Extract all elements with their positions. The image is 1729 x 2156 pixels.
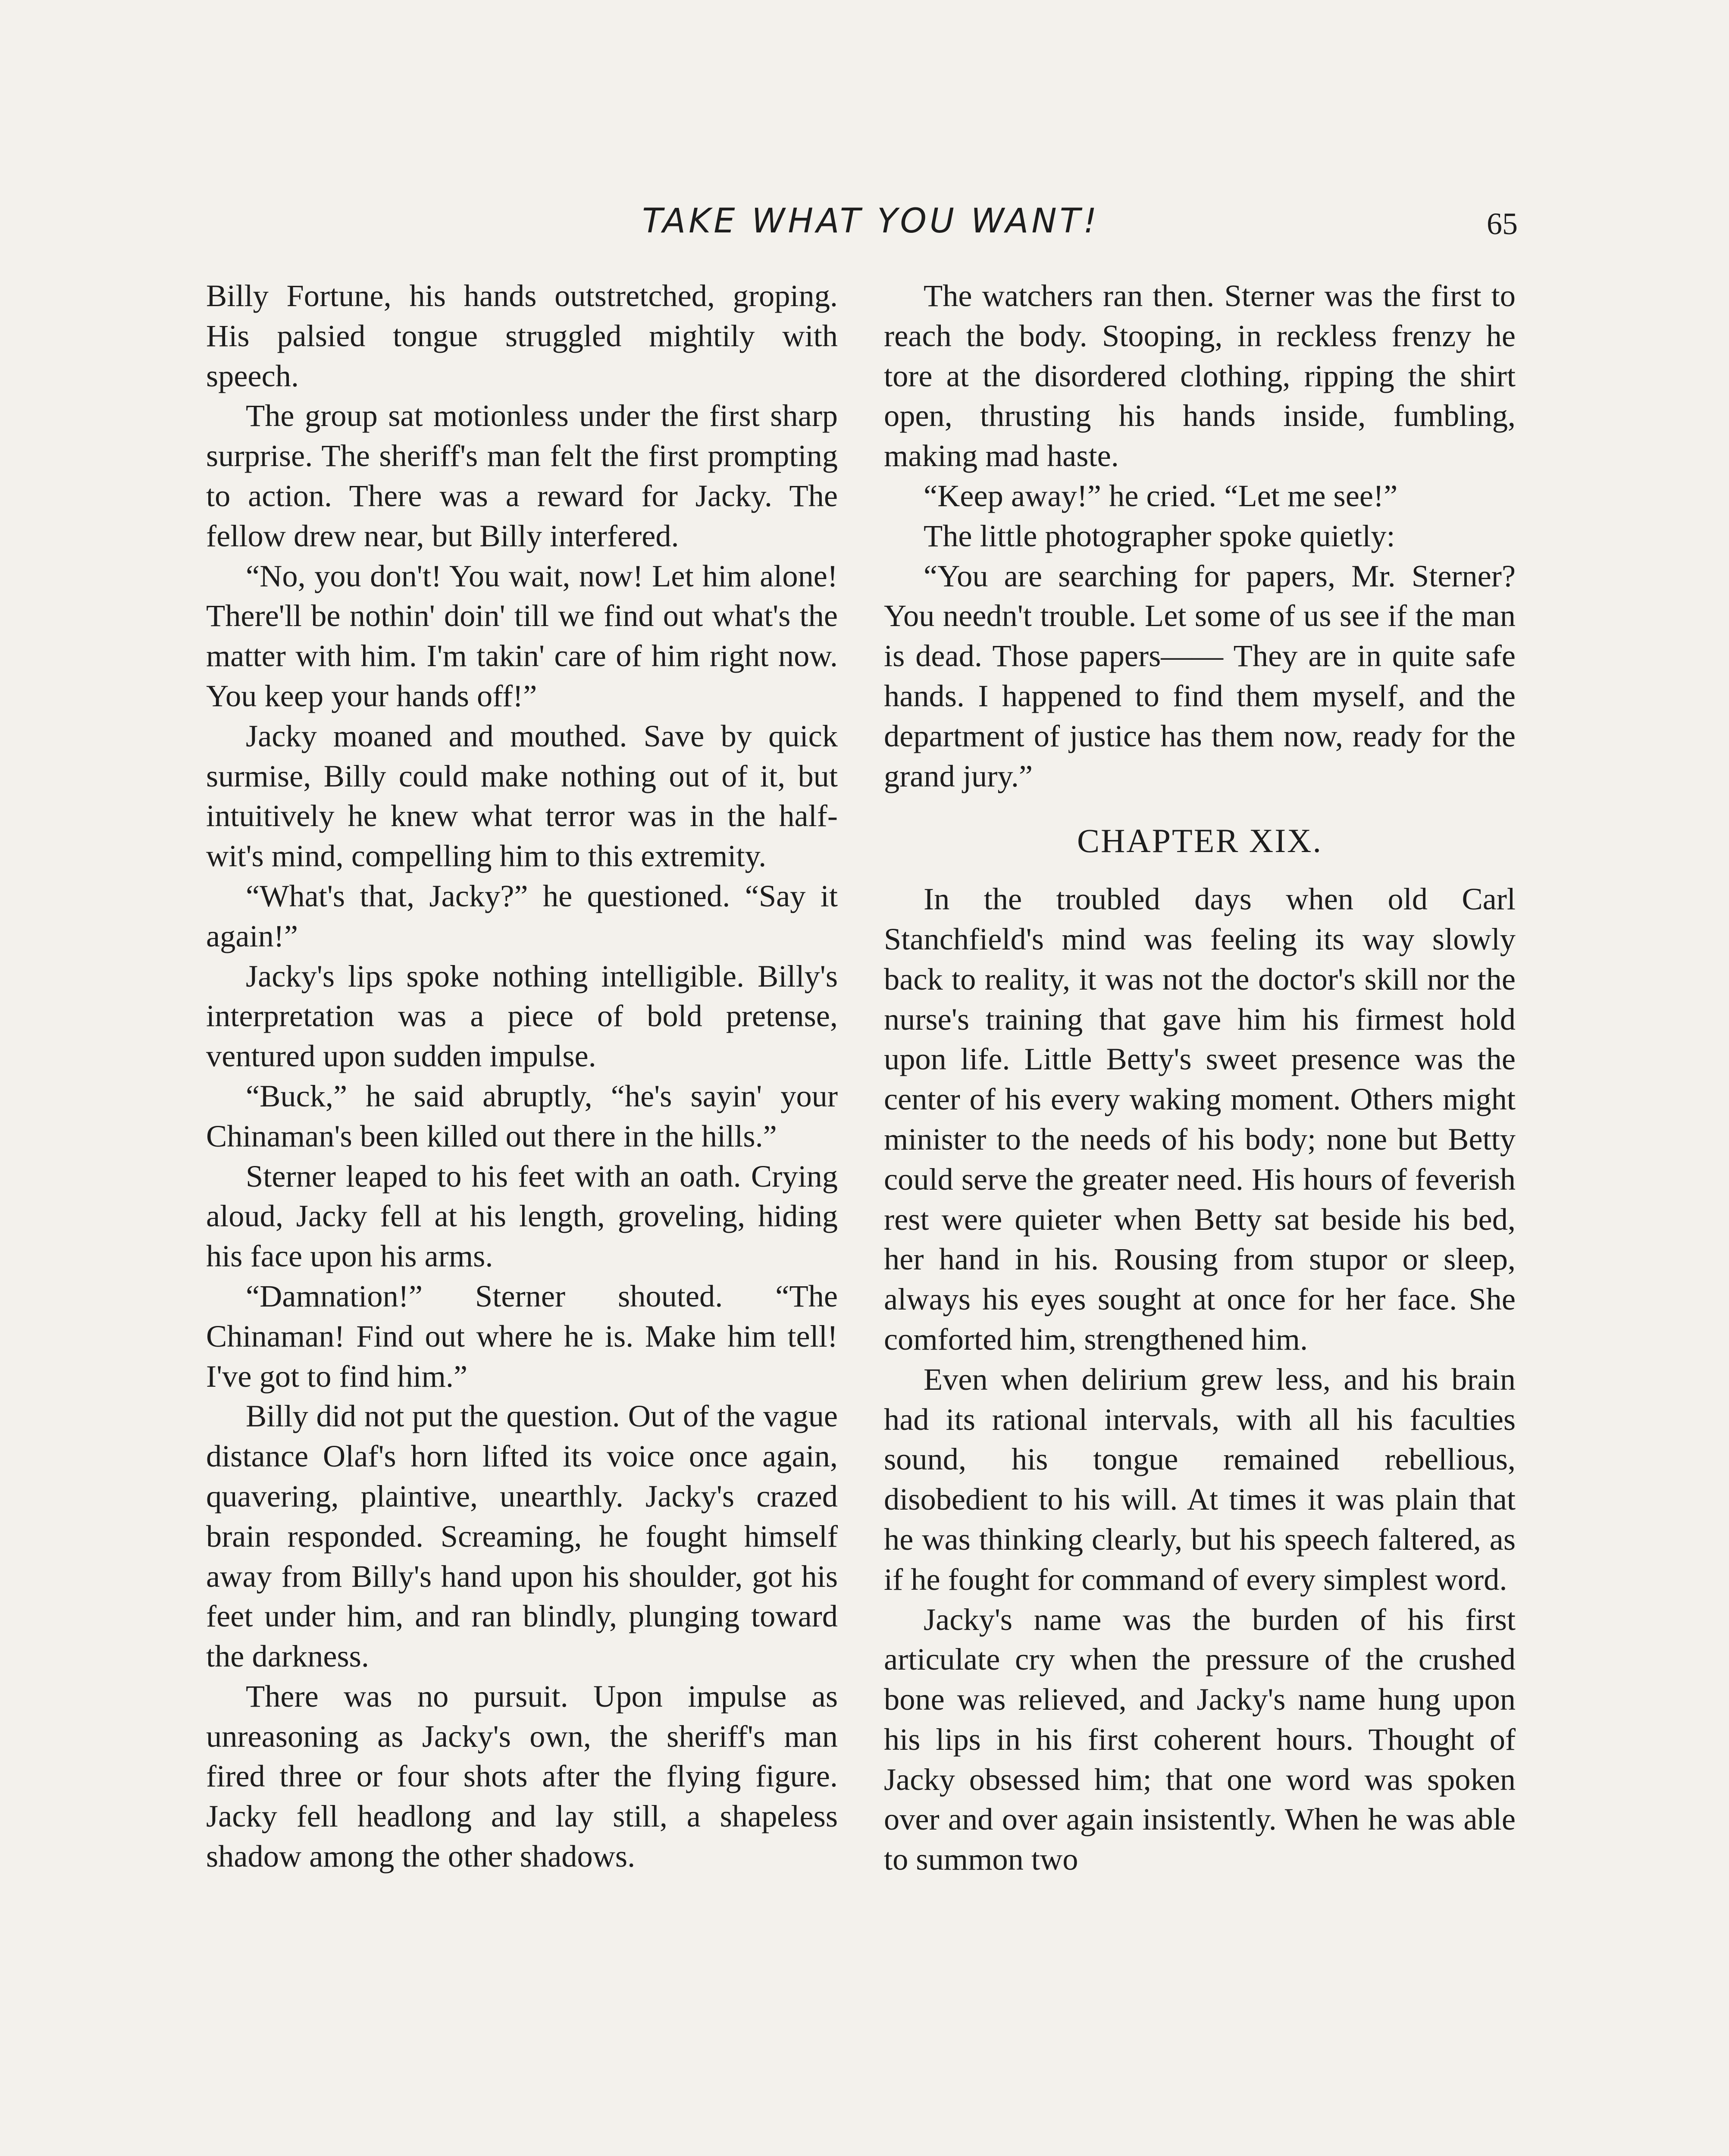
paragraph: Even when delirium grew less, and his brain had its rational intervals, with all his faculties sound, his tongue remained rebellious, disobedient to his will. At times it was plain that he was thinking clearly, but his speech faltered, as if he fought for command of every simplest word. [884, 1361, 1516, 1597]
running-title: TAKE WHAT YOU WANT! [642, 202, 1100, 241]
paragraph: Billy Fortune, his hands outstretched, groping. His palsied tongue struggled mightily with speech. [206, 278, 838, 393]
paragraph: Jacky moaned and mouthed. Save by quick surmise, Billy could make nothing out of it, but intuitively he knew what terror was in the half-wit's mind, compelling him to this extremity. [206, 718, 838, 874]
page-number: 65 [1487, 207, 1518, 241]
paragraph: The group sat motionless under the first sharp surprise. The sheriff's man felt the first prompting to action. There was a reward for Jacky. The fellow drew near, but Billy interfered. [206, 398, 838, 553]
paragraph: Jacky's name was the burden of his first articulate cry when the pressure of the crushed bone was relieved, and Jacky's name hung upon his lips in his first coherent hours. Thought of Jacky obsessed him; that one word was spoken over and over again insistently. When he was able to summon two [884, 1601, 1516, 1877]
paragraph: Jacky's lips spoke nothing intelligible. Billy's interpretation was a piece of bold pretense, ventured upon sudden impulse. [206, 958, 838, 1074]
paragraph: In the troubled days when old Carl Stanchfield's mind was feeling its way slowly back to reality, it was not the doctor's skill nor the nurse's training that gave him his firmest hold upon life. Little Betty's sweet presence was the center of his every waking moment. Others might minister to the needs of his body; none but Betty could serve the greater need. His hours of feverish rest were quieter when Betty sat beside his bed, her hand in his. Rousing from stupor or sleep, always his eyes sought at once for her face. She comforted him, strengthened him. [884, 881, 1516, 1357]
paragraph: “No, you don't! You wait, now! Let him alone! There'll be nothin' doin' till we find out what's the matter with him. I'm takin' care of him right now. You keep your hands off!” [206, 558, 838, 713]
paragraph: Billy did not put the question. Out of the vague distance Olaf's horn lifted its voice once again, quavering, plaintive, unearthly. Jacky's crazed brain responded. Screaming, he fought himself away from Billy's hand upon his shoulder, got his feet under him, and ran blindly, plunging toward the darkness. [206, 1398, 838, 1674]
paragraph: “You are searching for papers, Mr. Sterner? You needn't trouble. Let some of us see if the man is dead. Those papers—— They are in quite safe hands. I happened to find them myself, and the department of justice has them now, ready for the grand jury.” [884, 558, 1516, 793]
paragraph: “What's that, Jacky?” he questioned. “Say it again!” [206, 878, 838, 953]
paragraph: The watchers ran then. Sterner was the first to reach the body. Stooping, in reckless frenzy he tore at the disordered clothing, ripping the shirt open, thrusting his hands inside, fumbling, making mad haste. [884, 278, 1516, 473]
left-column [206, 276, 838, 1877]
paragraph: Sterner leaped to his feet with an oath. Crying aloud, Jacky fell at his length, groveling, hiding his face upon his arms. [206, 1158, 838, 1274]
chapter-heading: CHAPTER XIX. [1077, 822, 1322, 860]
right-column [884, 276, 1516, 1880]
paragraph: “Damnation!” Sterner shouted. “The Chinaman! Find out where he is. Make him tell! I've got to find him.” [206, 1278, 838, 1394]
paragraph: The little photographer spoke quietly: [924, 518, 1395, 553]
paragraph: There was no pursuit. Upon impulse as unreasoning as Jacky's own, the sheriff's man fired three or four shots after the flying figure. Jacky fell headlong and lay still, a shapeless shadow among the other shadows. [206, 1678, 838, 1874]
paragraph: “Buck,” he said abruptly, “he's sayin' your Chinaman's been killed out there in the hills.” [206, 1078, 838, 1153]
paragraph: “Keep away!” he cried. “Let me see!” [924, 478, 1398, 513]
